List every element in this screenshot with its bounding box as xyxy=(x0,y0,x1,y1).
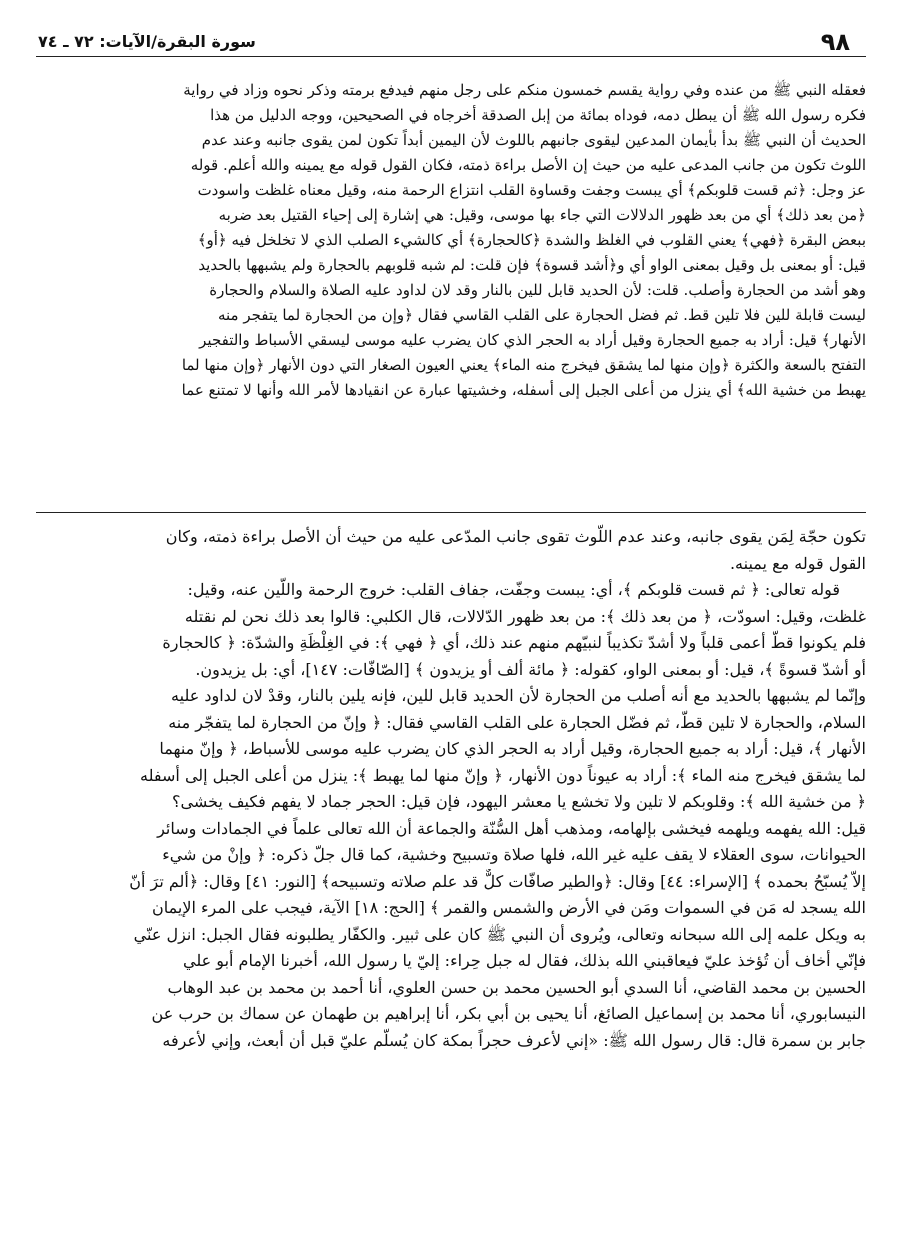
text-line: تكون حجّة لِمَن يقوى جانبه، وعند عدم اللّوث تقوى جانب المدّعى عليه من حيث أن الأصل براءة ذمته، وكان xyxy=(165,527,866,546)
text-line: فلم يكونوا قطّ أعمى قلباً ولا أشدّ تكذيباً لنبيّهم منهم عند ذلك، أي ﴿ فهي ﴾: في الغِلْظَةِ والشدّة: ﴿ كالحجارة xyxy=(162,633,866,652)
text-line: فإنّي أخاف أن تُؤخذ عليّ فيعاقبني الله بذلك، فقال له جبل حِراء: إليّ يا رسول الله، أخبرنا الإمام أبو علي xyxy=(183,951,866,970)
text-line: وإنّما لم يشبهها بالحديد مع أنه أصلب من الحجارة لأن الحديد قابل للين، فإنه يلين بالنار، وقدْ لان لداود عليه xyxy=(171,686,866,705)
text-line: فعقله النبي ﷺ من عنده وفي رواية يقسم خمسون منكم على رجل منهم فيدفع برمته وذكر نحوه وزاد في رواية xyxy=(183,81,866,99)
text-line: وهو أشد من الحجارة وأصلب. قلت: لأن الحديد قابل للين بالنار وقد لان لداود عليه الصلاة والسلام والحجارة xyxy=(209,281,866,299)
text-line: أو أشدّ قسوةً ﴾، قيل: أو بمعنى الواو، كقوله: ﴿ مائة ألف أو يزيدون ﴾ [الصّافّات: ١٤٧]، أي: بل يزيدون. xyxy=(195,659,866,679)
text-line: قيل: أو بمعنى بل وقيل بمعنى الواو أي و﴿أشد قسوة﴾ فإن قلت: لم شبه قلوبهم بالحجارة ولم يشبهها بالحديد xyxy=(198,256,866,274)
text-line: القول قوله مع يمينه. xyxy=(729,553,866,573)
text-line: الله يسجد له مَن في السموات ومَن في الأرض والشمس والقمر ﴾ [الحج: ١٨] الآية، فيجب على المرء الإيمان xyxy=(152,898,866,917)
section-divider xyxy=(36,512,866,513)
text-line: به ويكل علمه إلى الله سبحانه وتعالى، ويُروى أن النبي ﷺ كان على ثبير. والكفّار يطلبونه فقال الجبل: انزل عنّي xyxy=(133,924,866,944)
commentary-text-lower xyxy=(36,524,866,1054)
header-rule xyxy=(36,56,866,57)
text-line: ليست قابلة للين فلا تلين قط. ثم فضل الحجارة على القلب القاسي فقال ﴿وإن من الحجارة لما يتفجر منه xyxy=(217,306,866,324)
text-line: يهبط من خشية الله﴾ أي ينزل من أعلى الجبل إلى أسفله، وخشيتها عبارة عن انقيادها لأمر الله وأنها لا تمتنع عما xyxy=(181,381,866,399)
text-line: غلظت، وقيل: اسودّت، ﴿ من بعد ذلك ﴾: من بعد ظهور الدّلالات، قال الكلبي: قالوا بعد ذلك نحن لم نقتله xyxy=(184,606,866,626)
text-line: الأنهار﴾ قيل: أراد به جميع الحجارة وقيل أراد به الحجر الذي كان يضرب عليه موسى ليسقي الأسباط والتفجير xyxy=(199,331,866,349)
text-line: لما يشقق فيخرج منه الماء ﴾: أراد به عيوناً دون الأنهار، ﴿ وإنّ منها لما يهبط ﴾: ينزل من أعلى الجبل إلى أسفله xyxy=(140,765,866,785)
text-line: ﴿من بعد ذلك﴾ أي من بعد ظهور الدلالات التي جاء بها موسى، وقيل: هي إشارة إلى إحياء القتيل بعد ضربه xyxy=(218,206,866,224)
text-line: عز وجل: ﴿ثم قست قلوبكم﴾ أي يبست وجفت وقساوة القلب انتزاع الرحمة منه، وقيل معناه غلظت واسودت xyxy=(197,181,866,199)
text-line: اللوث تكون من جانب المدعى عليه من حيث إن الأصل براءة ذمته، فكان القول قوله مع يمينه والله أعلم. قوله xyxy=(190,156,866,174)
text-line: فكره رسول الله ﷺ أن يبطل دمه، فوداه بمائة من إبل الصدقة أخرجاه في الصحيحين، ووجه الدليل من هذا xyxy=(210,106,866,124)
text-line: النيسابوري، أنا محمد بن إسماعيل الصائغ، أنا يحيى بن أبي بكر، أنا إبراهيم بن طهمان عن سماك بن حرب عن xyxy=(151,1004,866,1023)
page-header xyxy=(0,28,902,58)
text-line: الأنهار ﴾، قيل: أراد به جميع الحجارة، وقيل أراد به الحجر الذي كان يضرب عليه موسى للأسباط، ﴿ وإنّ منهما xyxy=(159,739,866,758)
text-line: قوله تعالى: ﴿ ثم قست قلوبكم ﴾، أي: يبست وجفّت، جفاف القلب: خروج الرحمة واللّين عنه، وقيل: xyxy=(187,580,840,599)
text-line: التفتح بالسعة والكثرة ﴿وإن منها لما يشقق فيخرج منه الماء﴾ يعني العيون الصغار التي دون الأنهار ﴿وإن منها لما xyxy=(181,356,866,374)
text-line: الحديث أن النبي ﷺ بدأ بأيمان المدعين ليقوى جانبهم باللوث لأن اليمين أبداً تكون لمن يقوى جانبه وعند عدم xyxy=(201,131,866,149)
page-number: ٩٨ xyxy=(820,28,850,56)
text-line: ببعض البقرة ﴿فهي﴾ يعني القلوب في الغلظ والشدة ﴿كالحجارة﴾ أي كالشيء الصلب الذي لا تخلخل فيه ﴿أو﴾ xyxy=(197,231,866,249)
text-line: ﴿ من خشية الله ﴾: وقلوبكم لا تلين ولا تخشع يا معشر اليهود، فإن قيل: الحجر جماد لا يفهم فكيف يخشى؟ xyxy=(171,792,866,811)
running-title: سورة البقرة/الآيات: ٧٢ ـ ٧٤ xyxy=(38,32,256,51)
text-line: الحيوانات، سوى العقلاء لا يقف عليه غير الله، فلها صلاة وتسبيح وخشية، كما قال جلّ ذكره: ﴿ وإنْ من شيء xyxy=(162,845,866,864)
commentary-text-upper xyxy=(36,78,866,403)
text-line: إلاّ يُسبّحُ بحمده ﴾ [الإسراء: ٤٤] وقال: ﴿والطير صافّات كلٌّ قد علم صلاته وتسبيحه﴾ [النور: ٤١] وقال: ﴿ألم ترَ أنّ xyxy=(129,871,866,891)
text-line: جابر بن سمرة قال: قال رسول الله ﷺ: «إني لأعرف حجراً بمكة كان يُسلّم عليّ قبل أن أبعث، وإني لأعرفه xyxy=(162,1030,866,1050)
text-line: قيل: الله يفهمه ويلهمه فيخشى بإلهامه، ومذهب أهل السُّنّة والجماعة أن الله تعالى علماً في الجمادات وسائر xyxy=(157,818,866,838)
text-line: السلام، والحجارة لا تلين قطّ، ثم فضّل الحجارة على القلب القاسي فقال: ﴿ وإنّ من الحجارة لما يتفجّر منه xyxy=(168,712,866,732)
text-line: الحسين بن محمد القاضي، أنا السدي أبو الحسين محمد بن حسن العلوي، أنا أحمد بن محمد بن عبد الوهاب xyxy=(167,977,866,997)
